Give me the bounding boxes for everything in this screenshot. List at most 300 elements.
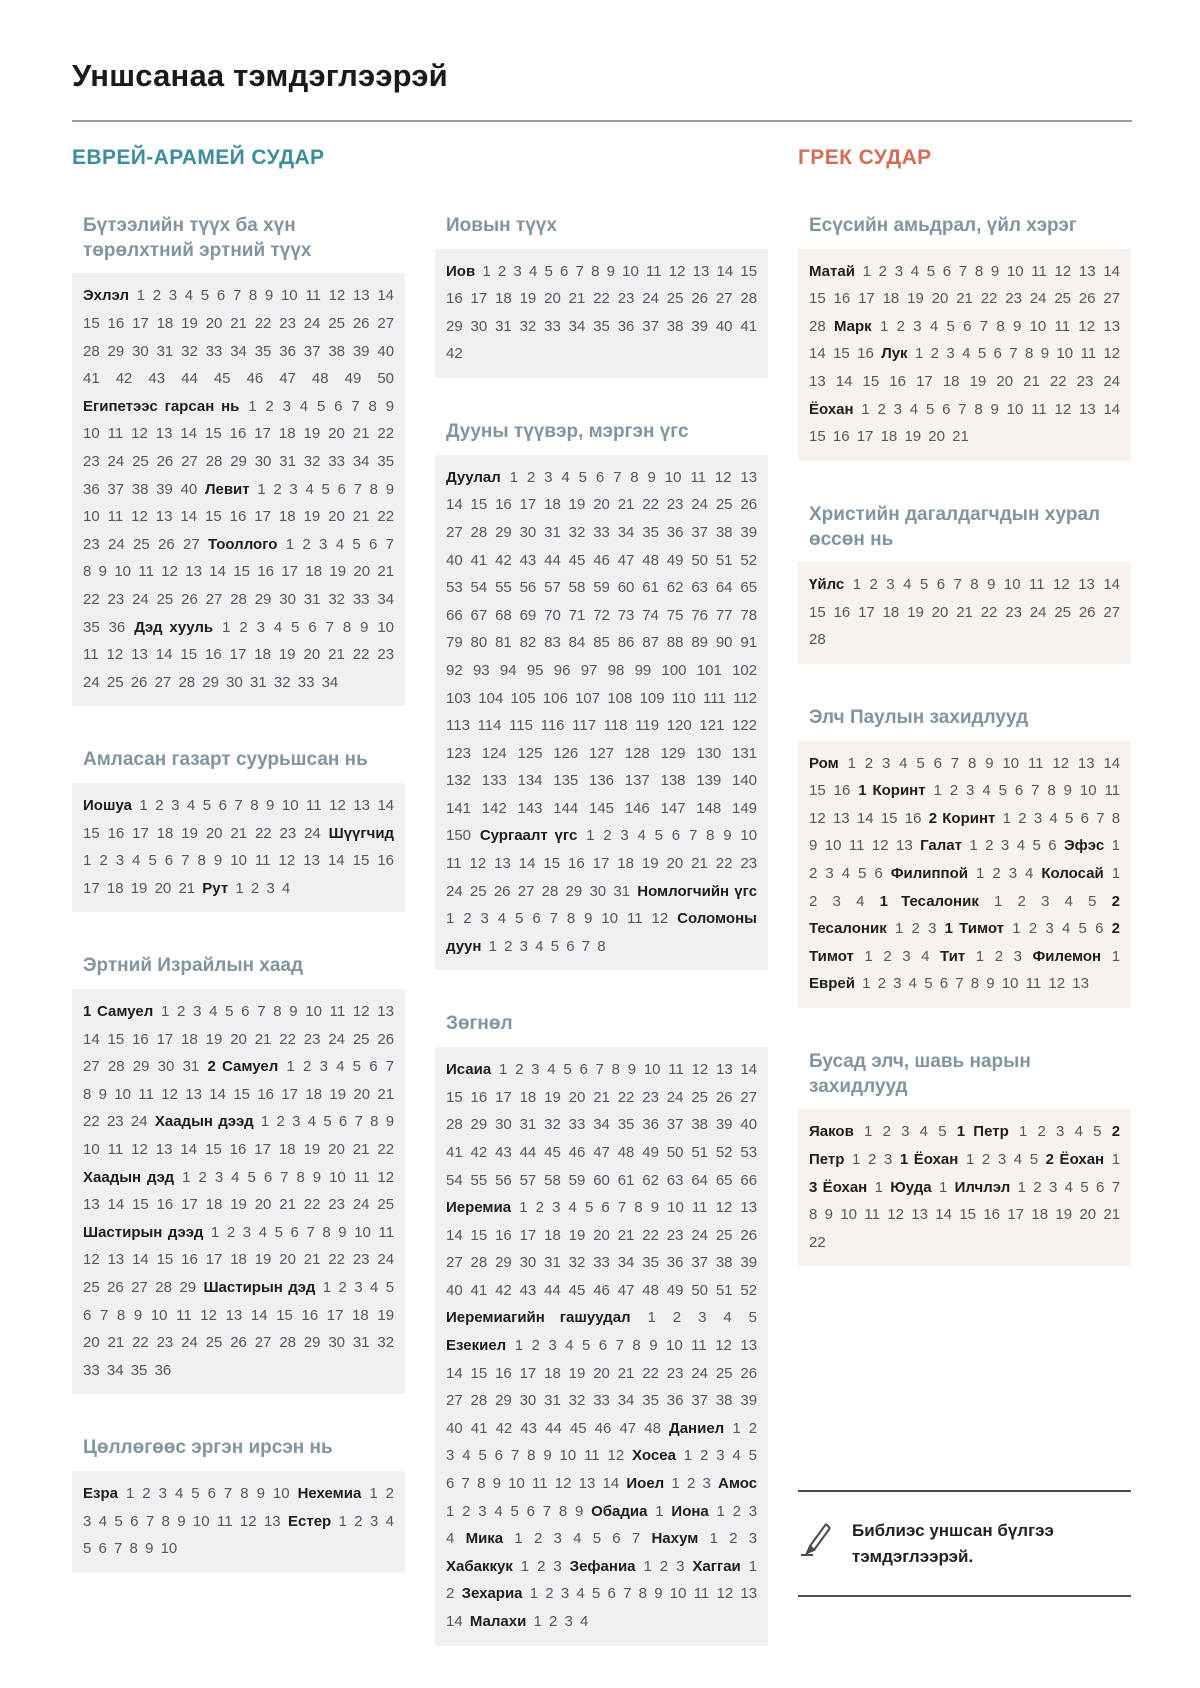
chapter-number: 46 <box>568 1143 586 1161</box>
chapter-number: 9 <box>986 975 995 993</box>
chapter-number: 8 <box>296 1168 305 1186</box>
chapter-number: 17 <box>229 646 247 664</box>
chapter-number: 97 <box>580 661 598 679</box>
chapter-number: 17 <box>205 1251 223 1269</box>
section-heading: Иовын түүх <box>446 215 557 236</box>
chapter-number: 6 <box>130 1512 139 1530</box>
book-name: Үйлс <box>809 576 845 594</box>
book-name: 1 Петр <box>956 1123 1009 1141</box>
chapter-number: 18 <box>544 496 561 514</box>
chapter-number: 9 <box>650 1199 660 1217</box>
book-name: Галат <box>920 837 962 855</box>
section-heading: Бусад элч, шавь нарын захидлууд <box>809 1051 1031 1097</box>
book-name: 2 Петр <box>809 1123 1121 1168</box>
chapter-number: 8 <box>1111 809 1121 827</box>
chapter-number: 5 <box>1065 809 1074 827</box>
chapter-number: 4 <box>547 1061 556 1079</box>
chapter-number: 1 <box>509 468 518 486</box>
chapter-number: 23 <box>303 1030 321 1048</box>
chapter-checklist-block <box>72 783 405 912</box>
chapter-number: 21 <box>377 1085 395 1103</box>
chapter-number: 22 <box>328 1251 345 1269</box>
chapter-number: 27 <box>1103 290 1121 308</box>
chapter-number: 56 <box>519 579 537 597</box>
chapter-number: 32 <box>568 1392 586 1410</box>
chapter-number: 13 <box>353 796 370 814</box>
chapter-number: 5 <box>924 975 933 993</box>
chapter-number: 13 <box>578 1475 596 1493</box>
chapter-number: 2 <box>385 1485 394 1503</box>
chapter-number: 42 <box>495 1419 513 1437</box>
chapter-number: 61 <box>617 1171 635 1189</box>
chapter-number: 49 <box>344 370 362 388</box>
chapter-number: 20 <box>928 428 945 446</box>
chapter-number: 25 <box>715 496 733 514</box>
hebrew-scriptures-header: ЕВРЕЙ-АРАМЕЙ СУДАР <box>72 146 325 169</box>
chapter-number: 1 <box>748 1557 758 1575</box>
chapter-number: 13 <box>107 1251 125 1269</box>
chapter-number: 8 <box>597 937 606 955</box>
chapter-number: 3 <box>1056 1123 1065 1141</box>
chapter-number: 2 <box>981 1151 991 1168</box>
chapter-number: 66 <box>740 1171 758 1189</box>
chapter-number: 26 <box>740 1364 758 1382</box>
chapter-checklist-block <box>72 273 405 706</box>
chapter-number: 32 <box>568 523 586 541</box>
chapter-number: 33 <box>593 1254 610 1272</box>
chapter-number: 20 <box>83 1334 100 1352</box>
chapter-number: 106 <box>542 689 568 707</box>
chapter-number: 17 <box>470 290 488 308</box>
chapter-number: 10 <box>643 1061 661 1079</box>
chapter-number: 33 <box>593 523 610 541</box>
chapter-number: 3 <box>478 1502 487 1520</box>
chapter-number: 5 <box>591 1585 601 1603</box>
chapter-number: 33 <box>593 1392 610 1410</box>
chapter-number: 1 <box>647 1309 656 1327</box>
book-name: Малахи <box>469 1613 527 1630</box>
chapter-number: 18 <box>278 1141 296 1158</box>
chapter-checklist-block <box>798 741 1131 1008</box>
chapter-number: 10 <box>667 1199 684 1217</box>
chapter-number: 3 <box>289 480 298 498</box>
chapter-number: 20 <box>353 563 371 581</box>
chapter-number: 3 <box>158 1485 167 1503</box>
chapter-number: 2 <box>250 879 260 897</box>
chapter-number: 1 <box>1012 920 1021 938</box>
chapter-number: 12 <box>239 1512 257 1530</box>
chapter-number: 50 <box>691 551 708 569</box>
chapter-number: 21 <box>617 496 635 514</box>
chapter-number: 15 <box>107 1030 125 1048</box>
chapter-number: 1 <box>338 1512 347 1530</box>
chapter-number: 19 <box>205 1030 223 1048</box>
chapter-number: 12 <box>328 287 346 305</box>
chapter-number: 1 <box>938 1178 948 1196</box>
chapter-number: 28 <box>155 1278 172 1296</box>
chapter-number: 7 <box>613 468 622 486</box>
chapter-number: 40 <box>446 1281 463 1299</box>
chapter-number: 21 <box>328 646 345 664</box>
chapter-number: 30 <box>226 673 243 691</box>
chapter-number: 41 <box>470 551 488 569</box>
chapter-number: 41 <box>470 1419 488 1437</box>
chapter-number: 31 <box>495 317 512 335</box>
chapter-number: 72 <box>593 606 610 624</box>
chapter-number: 12 <box>1078 317 1096 335</box>
chapter-number: 27 <box>83 1058 100 1076</box>
chapter-number: 1 <box>369 1485 378 1503</box>
chapter-number: 5 <box>544 262 553 280</box>
chapter-number: 32 <box>181 342 198 360</box>
chapter-number: 5 <box>925 400 935 418</box>
chapter-number: 14 <box>180 508 198 526</box>
chapter-number: 111 <box>703 689 726 707</box>
chapter-number: 36 <box>108 618 126 636</box>
chapter-number: 9 <box>256 1485 265 1503</box>
chapter-number: 2 <box>930 345 939 363</box>
chapter-number: 16 <box>889 373 906 391</box>
chapter-number: 5 <box>550 937 560 955</box>
chapter-number: 34 <box>230 342 247 360</box>
chapter-number: 33 <box>297 673 315 691</box>
chapter-number: 23 <box>83 452 100 470</box>
chapter-number: 6 <box>290 1223 299 1241</box>
chapter-number: 19 <box>278 646 296 664</box>
chapter-number: 11 <box>1031 262 1047 280</box>
section-heading: Есүсийн амьдрал, үйл хэрэг <box>809 215 1077 236</box>
chapter-number: 7 <box>623 1585 632 1603</box>
chapter-number: 56 <box>495 1171 512 1189</box>
chapter-number: 150 <box>446 827 472 845</box>
chapter-number: 27 <box>205 590 223 608</box>
chapter-number: 13 <box>352 287 370 305</box>
chapter-number: 3 <box>513 262 522 280</box>
chapter-number: 105 <box>510 689 536 707</box>
chapter-number: 18 <box>495 290 512 308</box>
book-section <box>798 214 1131 461</box>
chapter-number: 17 <box>519 1226 537 1244</box>
chapter-number: 19 <box>303 425 321 443</box>
chapter-number: 33 <box>205 342 223 360</box>
chapter-number: 87 <box>642 634 659 652</box>
chapter-number: 13 <box>1103 317 1121 335</box>
chapter-number: 16 <box>833 603 851 621</box>
chapter-number: 46 <box>593 551 610 569</box>
chapter-number: 10 <box>840 1206 858 1224</box>
chapter-number: 95 <box>526 661 544 679</box>
chapter-number: 1 <box>125 1485 135 1503</box>
chapter-number: 24 <box>130 1113 148 1131</box>
chapter-number: 9 <box>575 1502 584 1520</box>
chapter-number: 7 <box>385 535 394 553</box>
chapter-number: 42 <box>495 1281 512 1299</box>
book-name: Мика <box>465 1530 504 1548</box>
chapter-number: 12 <box>607 1447 625 1465</box>
chapter-number: 25 <box>133 535 150 553</box>
chapter-number: 28 <box>230 590 247 608</box>
chapter-number: 1 <box>1111 947 1121 965</box>
chapter-number: 85 <box>593 634 610 652</box>
chapter-number: 34 <box>352 452 370 470</box>
chapter-number: 17 <box>254 508 271 526</box>
chapter-number: 2 <box>537 1557 546 1575</box>
chapter-number: 7 <box>1009 345 1018 363</box>
chapter-number: 5 <box>323 1113 332 1131</box>
chapter-number: 2 <box>177 1003 186 1021</box>
chapter-number: 10 <box>114 1085 132 1103</box>
chapter-number: 38 <box>715 523 733 541</box>
chapter-number: 4 <box>528 262 538 280</box>
chapter-number: 14 <box>209 563 226 581</box>
chapter-number: 6 <box>532 910 541 928</box>
chapter-number: 21 <box>952 428 969 446</box>
chapter-number: 13 <box>225 1306 243 1324</box>
chapter-number: 23 <box>666 1364 684 1382</box>
chapter-number: 2 <box>1033 1178 1042 1196</box>
chapter-number: 26 <box>130 673 148 691</box>
chapter-number: 3 <box>1041 892 1050 910</box>
section-heading: Бүтээлийн түүх ба хүн төрөлхтний эртний түүх <box>83 215 312 261</box>
chapter-number: 3 <box>620 827 629 845</box>
chapter-number: 24 <box>303 314 321 332</box>
chapter-number: 44 <box>544 1281 561 1299</box>
chapter-number: 22 <box>642 496 659 514</box>
chapter-number: 4 <box>841 865 851 883</box>
chapter-number: 17 <box>1007 1206 1025 1224</box>
chapter-number: 50 <box>666 1143 684 1161</box>
chapter-number: 11 <box>107 1141 124 1158</box>
chapter-number: 22 <box>715 855 733 873</box>
chapter-number: 11 <box>107 425 124 443</box>
chapter-number: 3 <box>902 947 911 965</box>
chapter-number: 20 <box>593 496 610 514</box>
chapter-number: 4 <box>1016 837 1026 855</box>
chapter-number: 44 <box>545 1419 562 1437</box>
chapter-number: 69 <box>519 606 537 624</box>
chapter-number: 96 <box>553 661 571 679</box>
chapter-number: 4 <box>299 397 309 415</box>
chapter-number: 147 <box>660 799 686 817</box>
chapter-number: 2 <box>462 1502 471 1520</box>
chapter-number: 4 <box>561 468 570 486</box>
chapter-number: 36 <box>642 1116 659 1134</box>
chapter-number: 2 <box>994 947 1004 965</box>
note-text: Библиэс уншсан бүлгээ тэмдэглээрэй. <box>852 1521 1054 1566</box>
chapter-number: 10 <box>230 852 247 870</box>
book-section <box>435 1012 768 1645</box>
chapter-number: 13 <box>263 1512 281 1530</box>
chapter-number: 30 <box>519 523 537 541</box>
chapter-number: 14 <box>518 855 536 873</box>
chapter-number: 26 <box>181 590 198 608</box>
book-name: Хаггаи <box>692 1557 741 1575</box>
chapter-number: 1 <box>83 852 92 870</box>
chapter-number: 6 <box>263 1168 273 1186</box>
chapter-number: 24 <box>642 290 659 308</box>
chapter-number: 1 <box>683 1447 693 1465</box>
chapter-number: 104 <box>478 689 504 707</box>
chapter-number: 70 <box>544 606 561 624</box>
chapter-number: 3 <box>832 892 841 910</box>
chapter-number: 30 <box>589 882 607 900</box>
chapter-number: 11 <box>532 1475 548 1493</box>
chapter-number: 5 <box>515 910 524 928</box>
chapter-number: 2 <box>198 1168 207 1186</box>
chapter-number: 9 <box>606 262 615 280</box>
chapter-number: 27 <box>181 452 198 470</box>
chapter-number: 10 <box>83 1141 100 1158</box>
chapter-number: 19 <box>568 496 586 514</box>
chapter-number: 2 <box>603 827 612 845</box>
chapter-number: 42 <box>446 345 463 363</box>
chapter-number: 5 <box>114 1512 123 1530</box>
chapter-number: 25 <box>715 1226 733 1244</box>
chapter-number: 31 <box>352 1334 370 1352</box>
chapter-number: 5 <box>916 754 925 772</box>
chapter-number: 29 <box>470 1116 488 1134</box>
chapter-number: 2 <box>877 400 886 418</box>
chapter-number: 18 <box>880 428 898 446</box>
chapter-number: 54 <box>446 1171 463 1189</box>
chapter-number: 16 <box>257 1085 275 1103</box>
chapter-number: 2 <box>152 287 162 305</box>
chapter-number: 3 <box>553 1530 562 1548</box>
chapter-number: 22 <box>642 1364 659 1382</box>
book-name: 2 Самуел <box>207 1058 279 1076</box>
chapter-number: 4 <box>184 287 194 305</box>
chapter-number: 6 <box>526 1502 535 1520</box>
chapter-number: 3 <box>369 1512 379 1530</box>
chapter-number: 3 <box>115 852 125 870</box>
chapter-number: 2 <box>463 910 472 928</box>
book-name: Шастирын дээд <box>83 1223 204 1241</box>
chapter-number: 3 <box>446 1447 455 1465</box>
chapter-number: 8 <box>970 975 980 993</box>
chapter-number: 4 <box>174 1485 184 1503</box>
chapter-number: 47 <box>617 1281 635 1299</box>
chapter-number: 12 <box>131 1141 148 1158</box>
chapter-number: 15 <box>880 809 898 827</box>
chapter-number: 4 <box>909 400 919 418</box>
chapter-number: 17 <box>254 1141 271 1158</box>
chapter-number: 24 <box>108 535 125 553</box>
chapter-number: 29 <box>230 452 247 470</box>
chapter-number: 6 <box>601 1199 610 1217</box>
chapter-number: 17 <box>132 314 149 332</box>
chapter-number: 6 <box>1080 809 1089 827</box>
book-name: Лук <box>881 345 908 363</box>
chapter-number: 3 <box>1013 947 1022 965</box>
chapter-number: 49 <box>666 1281 684 1299</box>
chapter-number: 36 <box>154 1361 172 1379</box>
chapter-number: 23 <box>156 1334 174 1352</box>
chapter-number: 63 <box>691 579 708 597</box>
chapter-number: 19 <box>181 314 198 332</box>
chapter-number: 1 <box>446 1502 455 1520</box>
chapter-number: 3 <box>928 920 937 938</box>
chapter-number: 139 <box>696 772 722 790</box>
chapter-number: 19 <box>904 428 922 446</box>
chapter-number: 125 <box>517 744 543 762</box>
book-name: Номлогчийн үгс <box>637 882 758 900</box>
chapter-number: 86 <box>617 634 635 652</box>
chapter-number: 1 <box>488 937 497 955</box>
chapter-number: 59 <box>568 1171 586 1189</box>
chapter-number: 138 <box>660 772 686 790</box>
chapter-number: 10 <box>1056 345 1074 363</box>
chapter-number: 3 <box>552 1199 561 1217</box>
chapter-number: 77 <box>715 606 733 624</box>
chapter-number: 132 <box>446 772 472 790</box>
chapter-number: 8 <box>83 1085 92 1103</box>
chapter-number: 7 <box>306 1223 315 1241</box>
chapter-number: 9 <box>990 400 999 418</box>
chapter-number: 12 <box>200 1306 217 1324</box>
book-name: Колосай <box>1041 865 1104 883</box>
chapter-number: 6 <box>446 1475 455 1493</box>
chapter-number: 1 <box>446 910 455 928</box>
chapter-number: 73 <box>617 606 635 624</box>
chapter-number: 8 <box>161 1512 170 1530</box>
chapter-number: 76 <box>691 606 708 624</box>
chapter-number: 44 <box>519 1143 537 1161</box>
chapter-number: 6 <box>939 975 949 993</box>
chapter-number: 28 <box>107 1058 125 1076</box>
chapter-number: 14 <box>809 345 826 363</box>
chapter-number: 28 <box>83 342 100 360</box>
chapter-number: 1 <box>285 535 295 553</box>
chapter-number: 12 <box>161 1085 178 1103</box>
chapter-number: 43 <box>148 370 166 388</box>
book-name: Шастирын дэд <box>203 1278 316 1296</box>
chapter-number: 146 <box>624 799 650 817</box>
chapter-number: 23 <box>1005 290 1022 308</box>
chapter-number: 98 <box>607 661 625 679</box>
chapter-number: 91 <box>740 634 758 652</box>
book-name: Матай <box>809 262 855 280</box>
chapter-number: 5 <box>316 397 326 415</box>
chapter-number: 10 <box>559 1447 577 1465</box>
book-name: Филемон <box>1032 947 1102 965</box>
chapter-number: 5 <box>919 576 929 594</box>
chapter-number: 1 <box>975 947 985 965</box>
chapter-number: 38 <box>691 1116 708 1134</box>
chapter-number: 4 <box>132 852 141 870</box>
chapter-number: 9 <box>492 1475 501 1493</box>
chapter-number: 8 <box>974 400 983 418</box>
chapter-number: 145 <box>589 799 615 817</box>
book-name: Эфэс <box>1063 837 1105 855</box>
chapter-number: 8 <box>369 480 378 498</box>
chapter-checklist-block <box>435 249 768 378</box>
chapter-number: 14 <box>446 1226 463 1244</box>
chapter-number: 26 <box>377 1030 395 1048</box>
chapter-number: 26 <box>1078 603 1096 621</box>
chapter-number: 7 <box>114 1540 123 1558</box>
chapter-number: 15 <box>809 290 826 308</box>
chapter-number: 3 <box>1048 1178 1058 1196</box>
book-name: Рут <box>202 879 229 897</box>
chapter-number: 23 <box>279 824 297 842</box>
chapter-number: 53 <box>740 1143 758 1161</box>
chapter-number: 5 <box>225 1003 234 1021</box>
chapter-number: 14 <box>132 1251 149 1269</box>
chapter-number: 23 <box>666 1226 684 1244</box>
chapter-number: 8 <box>974 262 984 280</box>
chapter-number: 21 <box>1023 373 1040 391</box>
chapter-number: 13 <box>809 373 826 391</box>
